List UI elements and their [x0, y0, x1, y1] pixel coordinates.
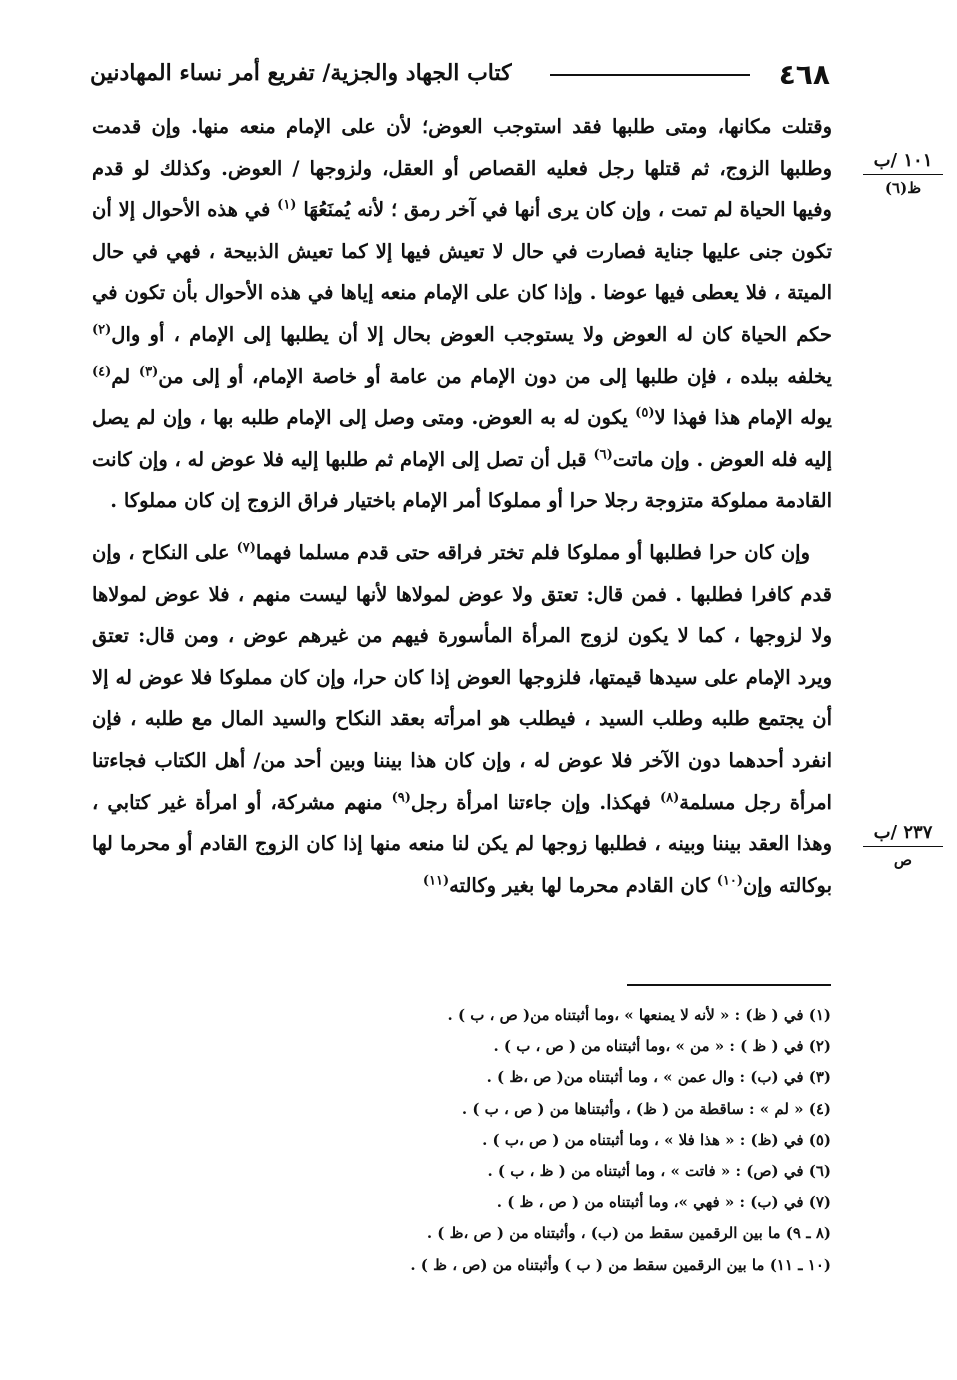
footnote: (٦) في (ص) : « فاتت » ، وما أثبتناه من ( ظ ، ب ) . — [487, 1162, 831, 1181]
text-run: فهكذا. وإن جاءتنا امرأة رجل — [410, 790, 660, 814]
text-run: يخلفه ببلده ، فإن طلبها إلى من دون الإمام من عامة أو خاصة الإمام، أو إلى من — [158, 364, 832, 388]
main-text — [92, 106, 832, 916]
footnote: (٤) « لم » : ساقطة من ( ظ) ، وأثبتناها من ( ص ، ب ) . — [461, 1099, 831, 1118]
text-run: يوله الإمام هذا فهذا لا — [654, 406, 832, 430]
footnote: (٥) في (ظ) : « هذا فلا » ، وما أثبتناه من ( ص ،ب ) . — [482, 1130, 831, 1149]
footnote-ref: (٧) — [236, 540, 256, 556]
paragraph-1 — [92, 106, 832, 522]
margin-note-1 — [863, 150, 943, 199]
footnote-ref: (٨) — [659, 790, 680, 805]
footnote-ref: (٢) — [92, 322, 112, 338]
text-run: في هذه الأحوال إلا أن تكون جنى عليها جناية فصارت في حال لا تعيش فيها إلا كما تعيش الذبيحة ، فهي في حال الميتة ، فلا يعطى فيها عوضا . وإذا كان على الإمام منعه إياها في هذه الأحوال بأن تكون في حكم الحياة كان له العوض ولا يستوجب العوض بحال إلا أن يطلبها إلى الإمام ، أو وال — [92, 198, 832, 346]
footnotes — [191, 1000, 831, 1281]
page-header — [90, 56, 830, 96]
margin-note-siglum: ظ(٦) — [884, 179, 922, 197]
paragraph-2 — [92, 532, 832, 906]
text-run: يكون له به العوض. ومتى وصل إلى الإمام طلبه بها ، وإن لم يصل إليه فله العوض . وإن ماتت — [92, 406, 832, 471]
footnote-ref: (١١) — [422, 873, 450, 889]
text-run: لم — [111, 364, 139, 388]
running-title: كتاب الجهاد والجزية/ تفريع أمر نساء المهادنين — [90, 60, 512, 86]
footnote-ref: (٩) — [391, 790, 411, 805]
footnote-separator — [627, 984, 831, 986]
footnote-ref: (٤) — [92, 364, 112, 380]
text-run: كان القادم محرما لها بغير وكالته — [449, 873, 717, 897]
footnote-ref: (٦) — [593, 447, 613, 463]
margin-note-2 — [863, 822, 943, 871]
margin-note-siglum: ص — [893, 851, 913, 869]
footnote: (١) في ( ظ) : « لأنه لا يمنعها » ،وما أثبتناه من( ص ، ب ) . — [447, 1006, 831, 1024]
footnote: (١٠ ـ ١١) ما بين الرقمين سقط من ( ب ) وأثبتناه من (ص ، ظ ) . — [410, 1255, 831, 1274]
footnote: (٨ ـ ٩) ما بين الرقمين سقط من (ب) ، وأثبتناه من ( ص ،ظ ) . — [426, 1224, 831, 1243]
text-run: منهم مشركة، أو امرأة غير كتابي ، وهذا العقد بيننا وبينه ، فطلبها زوجها لم يكن لنا منعه منها إذا كان الزوج القادم أو محرما لها بوكالته وإن — [92, 790, 832, 897]
page-number: ٤٦٨ — [778, 58, 830, 91]
text-run: وقتلت مكانها، ومتى طلبها فقد استوجب العوض؛ لأن على الإمام منعه منها. وإن قدمت وطلبها الزوج، ثم قتلها رجل فعليه القصاص أو العقل، ولزوجها / العوض. وكذلك لو قدم وفيها الحياة لم تمت ، وإن كان يرى أنها في آخر رمق ؛ لأنه يُمنَعُهَا — [92, 115, 832, 222]
margin-note-folio: ٢٣٧ /ب — [863, 822, 943, 847]
footnote: (٣) في (ب) : وال عمن » ، وما أثبتناه من( ص ،ظ ) . — [486, 1068, 831, 1087]
footnote-ref: (١) — [277, 197, 297, 213]
footnote-ref: (١٠) — [716, 873, 744, 889]
text-run: وإن كان حرا فطلبها أو مملوكا فلم تختر فراقه حتى قدم مسلما فهما — [255, 540, 810, 564]
footnote: (٢) في ( ظ ) : « من » ،وما أثبتناه من ( ص ، ب ) . — [493, 1037, 831, 1056]
footnote: (٧) في (ب) : « فهي »، وما أثبتناه من ( ص ، ظ ) . — [496, 1193, 831, 1212]
margin-note-folio: ١٠١ /ب — [863, 150, 943, 175]
text-run: قبل أن تصل إلى الإمام ثم طلبها إليه فلا عوض له ، وإن كانت القادمة مملوكة متزوجة رجلا حرا أو مملوكا أمر الإمام باختيار فراق الزوج إن كان مملوكا . — [92, 447, 832, 513]
header-rule — [550, 74, 750, 76]
footnote-ref: (٥) — [635, 405, 655, 421]
text-run: على النكاح ، وإن قدم كافرا فطلبها . فمن قال: تعتق ولا عوض لمولاها لأنها ليست منهم ، فلا عوض لمولاها ولا لزوجها ، كما لا يكون لزوج المرأة المأسورة فيهم من غيرهم عوض ، ومن قال: تعتق ويرد الإمام على سيدها قيمتها، فلزوجها العوض إذا كان حرا، وإن كان مملوكا فلا عوض له إلا أن يجتمع طلبه وطلب السيد ، فيطلب هو امرأته بعقد النكاح والسيد المال مع طلبه ، فإن انفرد أحدهما دون الآخر فلا عوض له ، وإن كان هذا بيننا وبين أحد من/ أهل الكتاب فجاءتنا امرأة رجل مسلمة — [92, 540, 832, 814]
footnote-ref: (٣) — [138, 364, 159, 380]
